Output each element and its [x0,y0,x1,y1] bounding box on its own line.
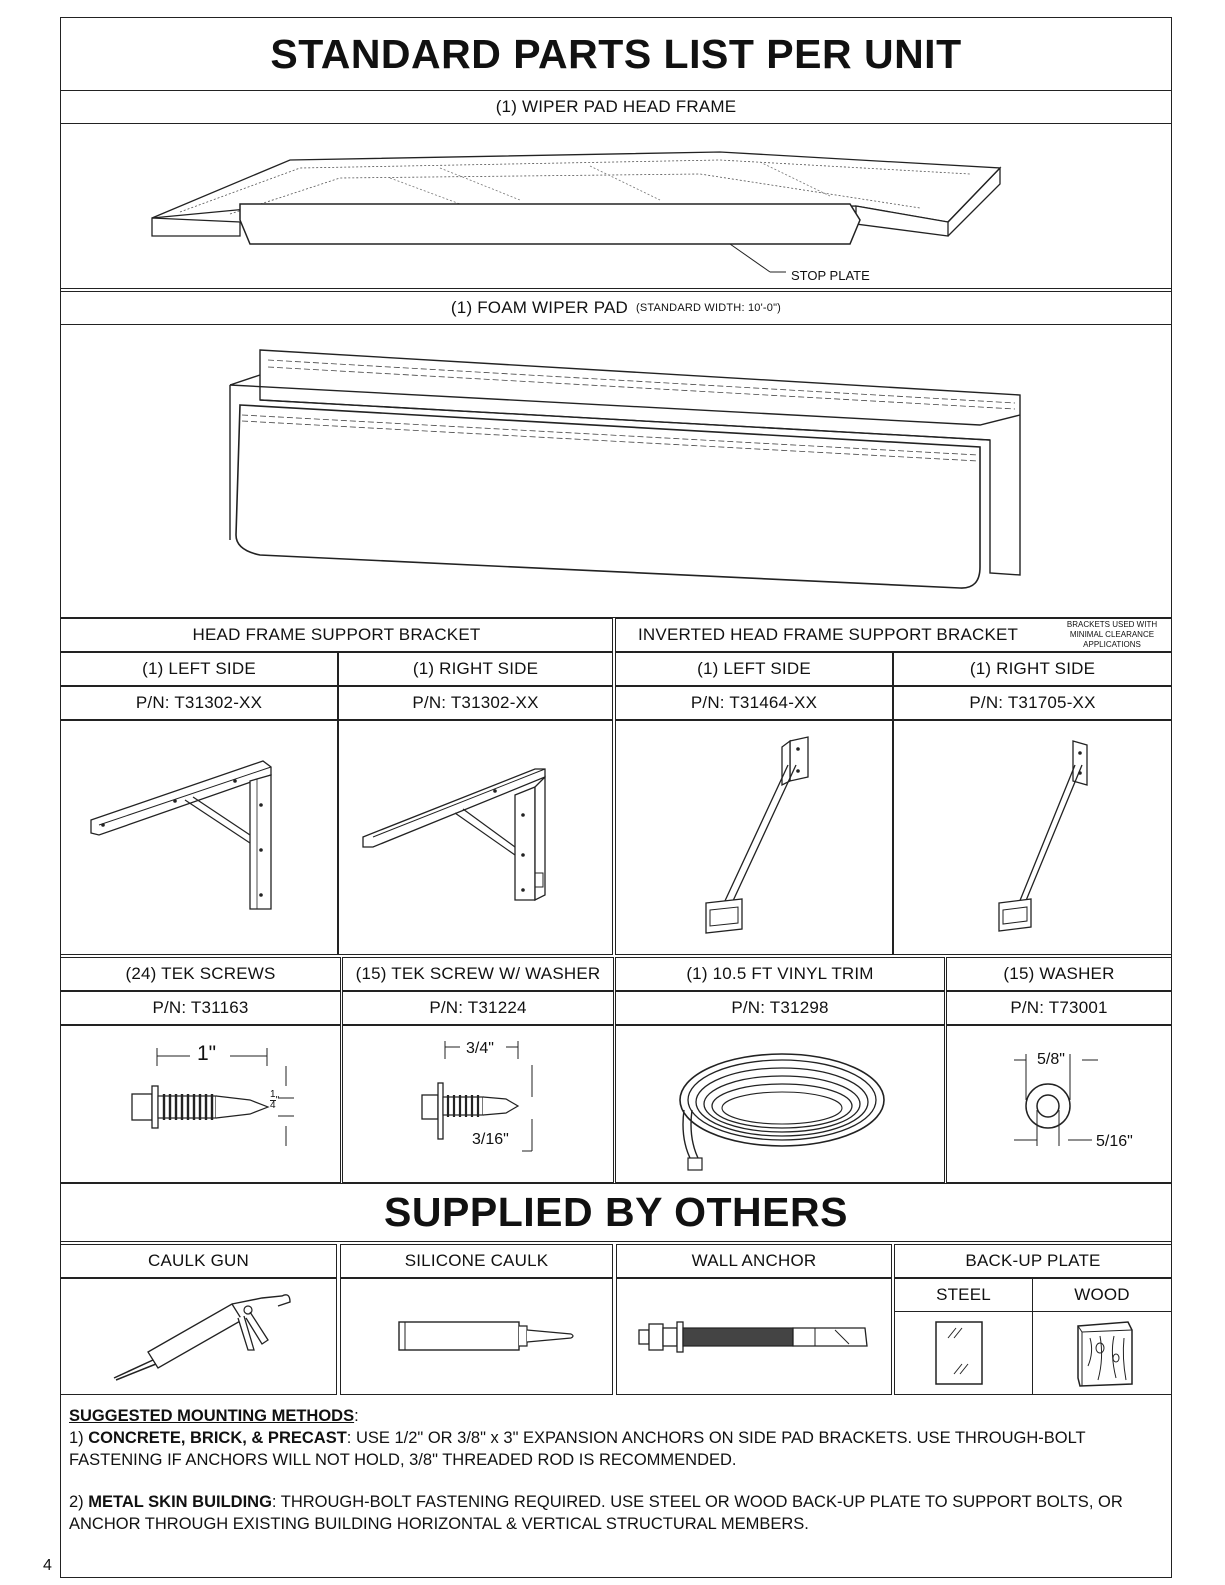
stop-plate-callout: STOP PLATE [791,268,870,283]
head-frame-drawing [140,148,1020,283]
washer-outer-dim: 5/8" [1037,1051,1065,1068]
backup-plate-option: STEEL [894,1278,1033,1312]
mounting-methods [69,1405,1169,1535]
left-bracket-drawing [85,755,285,915]
mounting-heading-line: SUGGESTED MOUNTING METHODS: [69,1407,359,1425]
inverted-left-bracket-drawing [690,735,830,945]
inverted-bracket-note: BRACKETS USED WITH MINIMAL CLEARANCE APPLICATIONS [1066,620,1158,649]
tek-screw-length: 1" [197,1042,217,1065]
hardware-part-number: P/N: T31224 [342,991,614,1025]
bracket-side-label: (1) LEFT SIDE [60,652,338,686]
bracket-part-number: P/N: T31464-XX [615,686,893,720]
supplied-item-label: SILICONE CAULK [340,1244,613,1278]
head-frame-bracket-header: HEAD FRAME SUPPORT BRACKET [60,618,613,652]
page-number: 4 [43,1557,52,1574]
right-bracket-drawing [355,755,555,915]
backup-plate-divider [1032,1312,1033,1395]
silicone-caulk-drawing [395,1318,580,1358]
washer-inner-dim: 5/16" [1096,1133,1133,1150]
head-frame-label: (1) WIPER PAD HEAD FRAME [60,90,1172,124]
caulk-gun-drawing [110,1290,310,1385]
hardware-part-number: P/N: T31163 [60,991,341,1025]
vinyl-trim-drawing [670,1040,895,1175]
steel-plate-drawing [930,1318,990,1388]
foam-pad-label: (1) FOAM WIPER PAD [450,298,628,317]
bracket-part-number: P/N: T31302-XX [338,686,613,720]
hardware-name: (1) 10.5 FT VINYL TRIM [615,957,945,991]
mounting-method-2-title: METAL SKIN BUILDING [88,1493,272,1511]
wood-block-drawing [1070,1318,1140,1390]
hardware-name: (15) TEK SCREW W/ WASHER [342,957,614,991]
mounting-heading: SUGGESTED MOUNTING METHODS [69,1407,355,1425]
hardware-name: (24) TEK SCREWS [60,957,341,991]
hardware-name: (15) WASHER [946,957,1172,991]
wall-anchor-drawing [635,1318,875,1358]
inverted-bracket-label: INVERTED HEAD FRAME SUPPORT BRACKET [638,625,1019,644]
bracket-part-number: P/N: T31705-XX [893,686,1172,720]
tek-screw-diameter: 1 4 " [270,1089,280,1111]
tek-washer-length: 3/4" [466,1040,494,1057]
bracket-side-label: (1) RIGHT SIDE [893,652,1172,686]
supplied-item-label: BACK-UP PLATE [894,1244,1172,1278]
backup-plate-option: WOOD [1032,1278,1172,1312]
hardware-part-number: P/N: T31298 [615,991,945,1025]
bracket-side-label: (1) LEFT SIDE [615,652,893,686]
mounting-method-2: 2) METAL SKIN BUILDING: THROUGH-BOLT FASTENING REQUIRED. USE STEEL OR WOOD BACK-UP PLATE TO SUPPORT BOLTS, OR ANCHOR THROUGH EXISTING BUILDING HORIZONTAL & VERTICAL STRUCTURAL MEMBERS. [69,1493,1123,1533]
supplied-item-label: CAULK GUN [60,1244,337,1278]
page-title: STANDARD PARTS LIST PER UNIT [60,17,1172,91]
bracket-part-number: P/N: T31302-XX [60,686,338,720]
foam-pad-drawing [220,345,1030,590]
mounting-method-1-title: CONCRETE, BRICK, & PRECAST [88,1429,347,1447]
inverted-right-bracket-drawing [975,735,1115,945]
foam-pad-note: (STANDARD WIDTH: 10'-0") [636,302,782,314]
supplied-item-label: WALL ANCHOR [616,1244,892,1278]
tek-washer-diameter: 3/16" [472,1131,509,1148]
mounting-method-1: 1) CONCRETE, BRICK, & PRECAST: USE 1/2" OR 3/8" x 3" EXPANSION ANCHORS ON SIDE PAD BRACKETS. USE THROUGH-BOLT FASTENING IF ANCHORS WILL NOT HOLD, 3/8" THREADED ROD IS RECOMMENDED. [69,1429,1086,1469]
bracket-side-label: (1) RIGHT SIDE [338,652,613,686]
hardware-part-number: P/N: T73001 [946,991,1172,1025]
supplied-by-others-title: SUPPLIED BY OTHERS [60,1183,1172,1242]
foam-pad-header [60,291,1172,325]
